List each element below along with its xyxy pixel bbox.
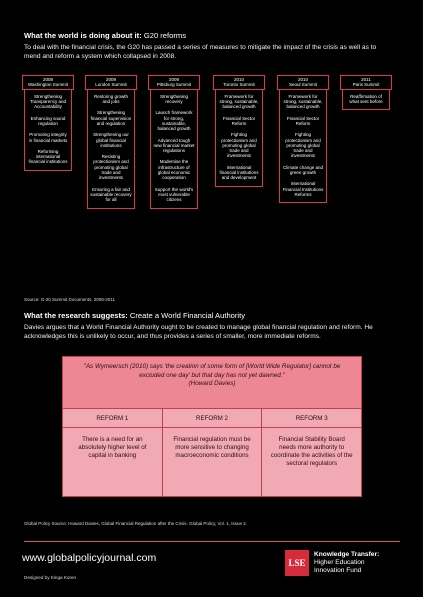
davies-quote [63,357,361,409]
summit-measure: Financial Sector Reform [222,115,256,126]
knowledge-transfer-label [314,551,379,576]
summit-measure: Restoring growth and jobs [93,93,129,105]
summit-measures [342,90,390,111]
section2-title [24,311,245,320]
reform-text: Financial regulation must be more sensitive to changing macroeconomic conditions [173,436,251,460]
summit-column [340,75,392,110]
reform-columns [63,409,361,496]
summit-measure: Strengthening recovery [159,93,189,105]
summit-measure: Strengthening our global financial institutions [93,132,129,148]
summit-measure: Framework for strong, sustainable, balanced growth [283,93,323,110]
summit-measure: Enhancing sound regulation [30,115,66,126]
summit-title [213,75,265,90]
summit-column [85,75,137,209]
summit-title-line: 2010 [233,77,244,82]
footer-divider [24,541,400,542]
summit-measure: International financial institutions and development [219,164,259,181]
reform-title: REFORM 2 [163,409,262,428]
summit-column [22,75,74,171]
summit-title [85,75,137,90]
summit-title-line: Washington Summit [27,82,69,88]
kt-line2: Higher Education [314,559,365,567]
summit-measure: Climate change and green growth [282,164,324,176]
summit-title-line: Pittsburg Summit [156,82,192,88]
summit-column [148,75,200,209]
quote-attribution: (Howard Davies) [188,380,236,387]
summit-measures [87,90,135,209]
summit-title-line: Seoul Summit [288,82,317,88]
summit-title-line: 2011 [361,77,371,82]
source-note: Source: G-20 Summit Documents, 2008-2011 [24,297,115,302]
section1-intro: To deal with the financial crisis, the G20 has passed a series of measures to mitigate the impact of the crisis as well as to mend and reform a system which collapsed in 2008. [24,44,377,60]
summit-measure: Reforming international financial institutions [28,148,68,165]
reform-title: REFORM 3 [262,409,361,428]
summit-measure: Modernise the infrastructure of global economic cooperation [157,159,191,181]
summit-title [148,75,200,90]
kt-title: Knowledge Transfer: [314,551,380,558]
summit-measure: Advanced tough new financial market regulations [153,137,195,154]
summit-measure: Ensuring a fair and sustainable recovery for all [90,186,132,203]
reform-title: REFORM 1 [63,409,162,428]
quote-text: "As Wymeersch (2010) says 'the creation of some form of [World Wide Regulator] cannot be excluded one day' but that day has not yet dawned." [83,363,341,379]
summit-title [22,75,74,90]
reform-column [262,409,361,496]
reform-column [163,409,263,496]
reform-column [63,409,163,496]
summit-measure: Reaffirmation of what sent before [349,93,383,105]
summit-measure: Resisting protectionism and promoting global trade and investments [93,154,129,181]
reform-text: There is a need for an absolutely higher level of capital in banking [78,436,147,460]
summit-measure: Support the world's most vulnerable citizens [154,186,194,203]
summit-measure: Promoting integrity in financial markets [28,132,68,143]
summit-title-line: Paris Summit [352,82,380,88]
summit-measures [279,90,327,203]
reform-text: Financial Stability Board needs more authority to coordinate the activities of the sectoral regulators [270,436,353,468]
section2-title-highlight: Create a World Financial Authority [129,311,246,320]
summit-title [340,75,392,90]
section2-intro: Davies argues that a World Financial Authority ought to be created to manage global financial regulation and reform. He acknowledges this is unlikely to occur, and thus provides a series of smaller, more immediate reforms. [24,324,373,340]
summit-measure: Financial Sector Reform [286,115,320,126]
kt-line3: Innovation Fund [314,567,362,575]
reform-table [62,356,362,497]
summit-measure: Launch framework for strong, sustainable, balanced growth [155,110,193,132]
summit-measure: Fighting protectionism and promoting global trade and investments [221,132,257,159]
summit-measure: Framework for strong, sustainable, balanced growth [219,93,259,110]
lse-logo: LSE [285,550,309,576]
summit-title-line: 2008 [42,77,53,82]
summit-measures [150,90,198,209]
section1-title-highlight: G20 reforms [143,31,187,40]
summit-title-line: 2009 [105,77,116,82]
summit-measures [24,90,72,171]
summit-title [277,75,329,90]
section2-title-prefix: What the research suggests: [24,311,130,320]
summit-title-line: 2010 [297,77,308,82]
website-link[interactable]: www.globalpolicyjournal.com [22,552,157,564]
summit-measure: Fighting protectionism and promoting global trade and investments [285,132,321,159]
summit-column [213,75,265,187]
summit-column [277,75,329,203]
summit-measure: Strengthening financial supervision and regulation [90,110,132,126]
summit-title-line: 2009 [168,77,179,82]
summit-measures [215,90,263,187]
section1-title-prefix: What the world is doing about it: [24,31,144,40]
footnote: Global Policy Source: Howard Davies, Global Financial Regulation after the Crisis. Global Policy, Vol. 1, Issue 2. [24,521,248,526]
summit-measure: Strengthening Transparency and Accountability [29,93,67,110]
summit-title-line: London Summit [95,82,127,88]
summit-title-line: Toronto Summit [223,82,255,88]
designer-credit: Designed by Kinga Koren [24,575,77,580]
section1-title [24,31,186,40]
summit-measure: International Financial Institutions Reforms [282,181,324,197]
